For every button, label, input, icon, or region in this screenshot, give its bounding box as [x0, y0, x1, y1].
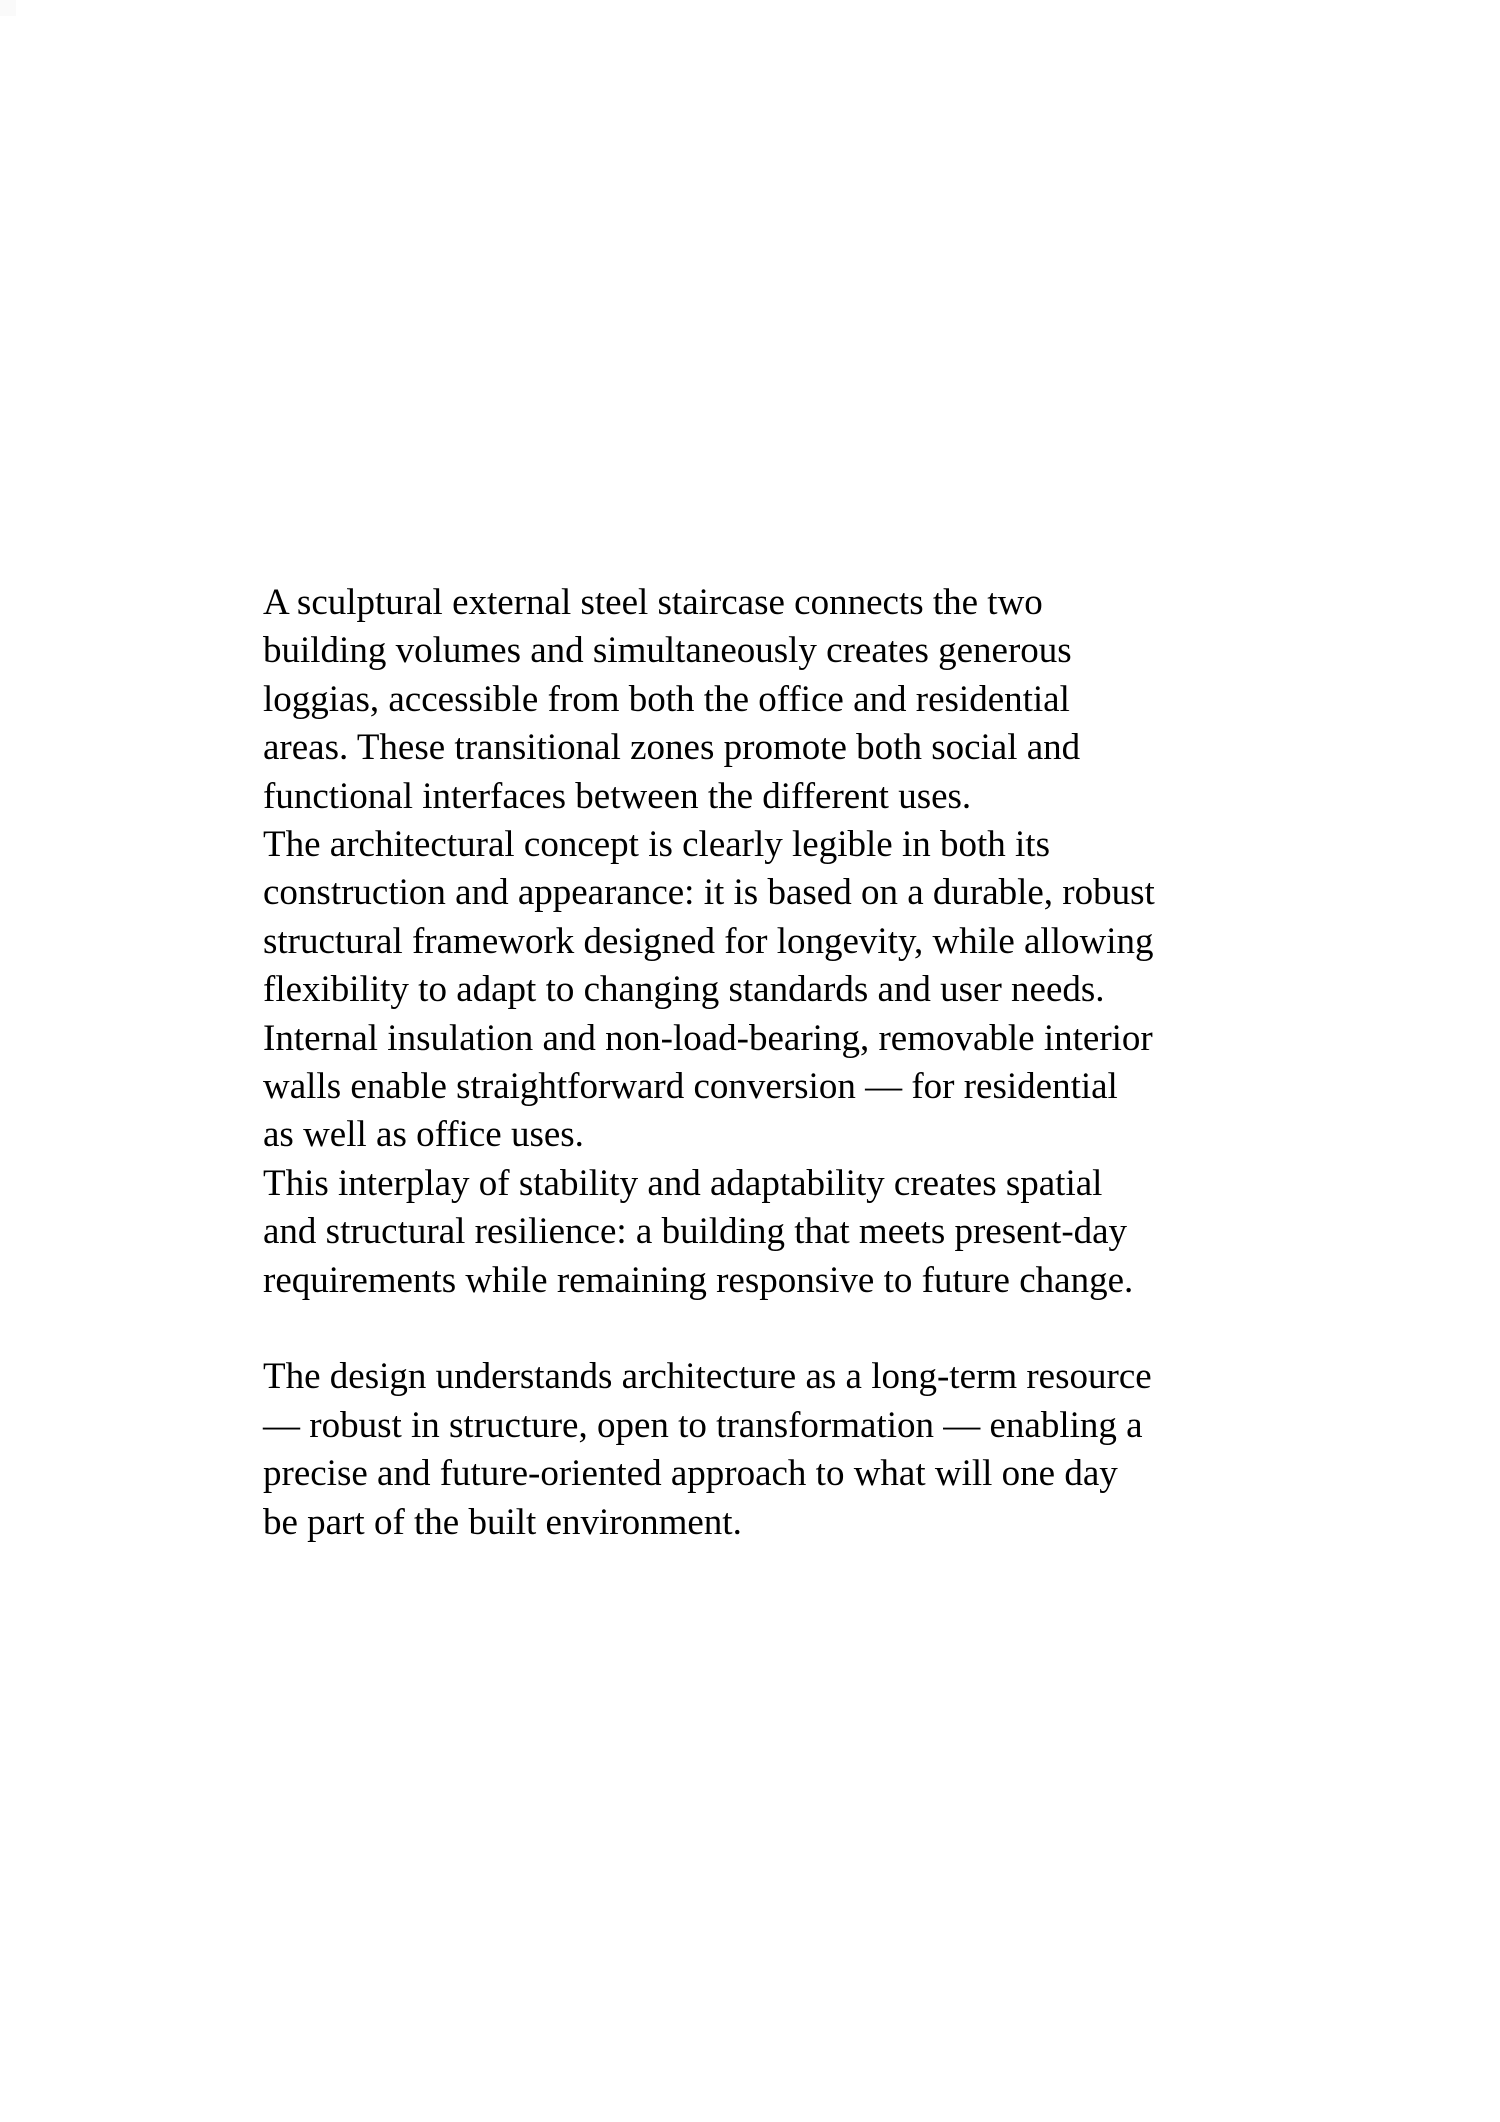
text-line: The design understands architecture as a long-term resource	[263, 1356, 1152, 1398]
text-line: The architectural concept is clearly legible in both its	[263, 824, 1050, 866]
text-line: precise and future-oriented approach to what will one day	[263, 1453, 1118, 1495]
text-line: functional interfaces between the different uses.	[263, 775, 972, 817]
text-line: as well as office uses.	[263, 1114, 584, 1156]
text-line: construction and appearance: it is based on a durable, robust	[263, 872, 1155, 914]
text-line: — robust in structure, open to transformation — enabling a	[263, 1404, 1143, 1446]
text-line: and structural resilience: a building that meets present-day	[263, 1211, 1128, 1253]
text-line: loggias, accessible from both the office and residential	[263, 678, 1070, 720]
text-line: walls enable straightforward conversion — for residential	[263, 1066, 1118, 1108]
text-line: A sculptural external steel staircase connects the two	[263, 582, 1043, 623]
text-line: be part of the built environment.	[263, 1501, 742, 1543]
text-line: Internal insulation and non-load-bearing, removable interior	[263, 1017, 1153, 1059]
body-text	[263, 579, 1323, 1547]
text-line: requirements while remaining responsive to future change.	[263, 1259, 1134, 1301]
text-line: This interplay of stability and adaptability creates spatial	[263, 1162, 1103, 1204]
text-line: structural framework designed for longevity, while allowing	[263, 920, 1154, 962]
corner-artifact	[0, 0, 16, 16]
paragraph-1	[263, 579, 1323, 1305]
text-line: flexibility to adapt to changing standards and user needs.	[263, 969, 1105, 1011]
text-line: building volumes and simultaneously creates generous	[263, 630, 1072, 672]
paragraph-2	[263, 1353, 1323, 1547]
text-line: areas. These transitional zones promote both social and	[263, 727, 1081, 769]
paragraph-gap	[263, 1305, 1323, 1353]
